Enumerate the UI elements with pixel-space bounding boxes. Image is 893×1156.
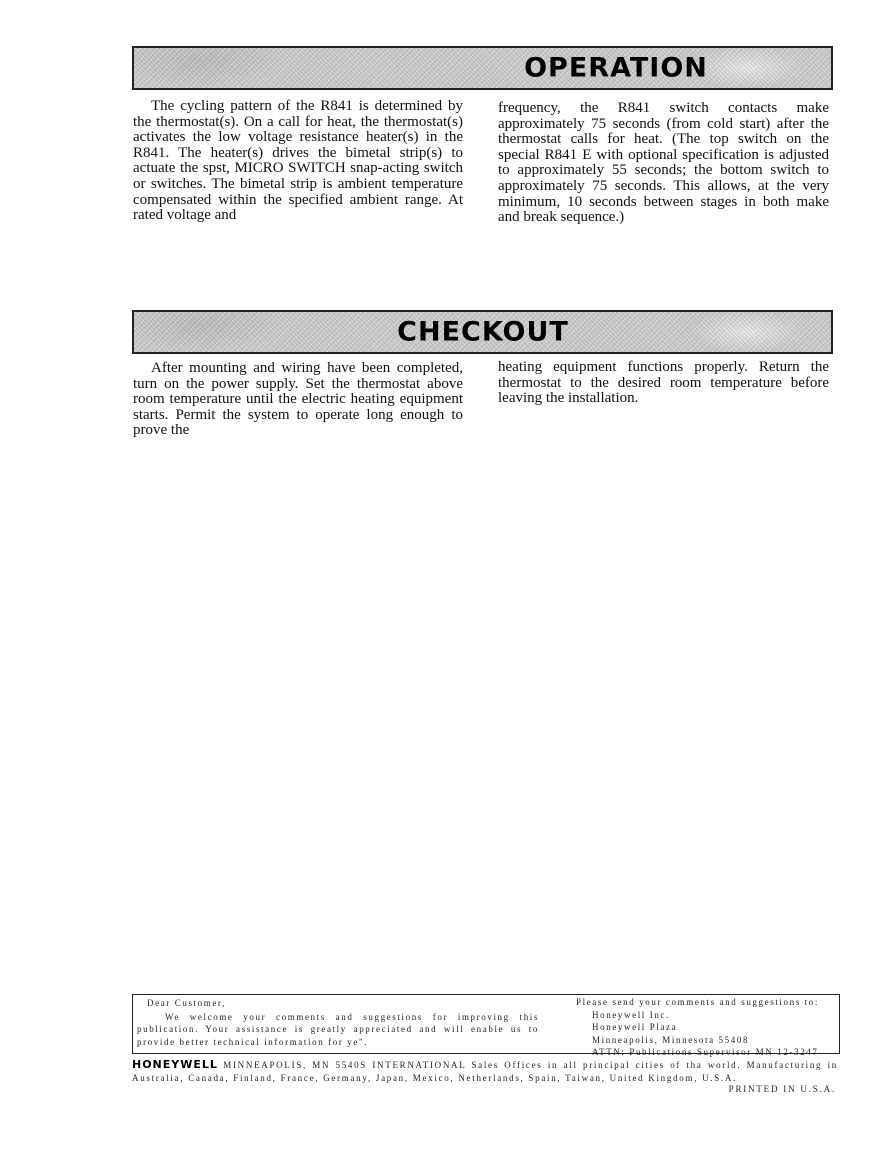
- feedback-address: [576, 996, 838, 1059]
- operation-column-left: [133, 99, 463, 224]
- international-offices: [132, 1059, 838, 1084]
- honeywell-brand: HONEYWELL: [132, 1058, 218, 1071]
- feedback-address-line-2: Minneapolis, Minnesota 55408: [592, 1034, 750, 1045]
- feedback-message: [137, 997, 539, 1048]
- feedback-attn: ATTN: Publications Supervisor MN 12-3247: [592, 1047, 819, 1058]
- checkout-paragraph-2: heating equipment functions properly. Return the thermostat to the desired room temperature before leaving the installation.: [498, 359, 829, 407]
- operation-column-right: [498, 101, 829, 226]
- operation-heading: OPERATION: [524, 52, 708, 84]
- international-text: MINNEAPOLIS, MN 5540S INTERNATIONAL Sales Offices in all principal cities of tha world. Manufacturing in Australia, Canada, Finland, France, Germany, Japan, Mexico, Netherlands, Spain, Taiwan, United Kingdom, U.S.A.: [132, 1060, 838, 1083]
- feedback-greeting: Dear Customer,: [147, 998, 227, 1008]
- printed-in-usa: PRINTED IN U.S.A.: [728, 1084, 836, 1094]
- feedback-body: We welcome your comments and suggestions for improving this publication. Your assistance is greatly appreciated and will enable us to provide better technical information for ye".: [137, 1011, 539, 1047]
- feedback-company: Honeywell Inc.: [592, 1009, 670, 1020]
- operation-paragraph-2: frequency, the R841 switch contacts make approximately 75 seconds (from cold start) after the thermostat calls for heat. (The top switch on the special R841 E with optional specification is adjusted to approximately 55 seconds; the bottom switch to approximately 75 seconds. This allows, at the very minimum, 10 seconds between stages in both make and break sequence.): [498, 100, 829, 226]
- checkout-paragraph-1: After mounting and wiring have been completed, turn on the power supply. Set the thermostat above room temperature until the electric heating equipment starts. Permit the system to operate long enough to prove the: [133, 360, 463, 439]
- checkout-banner: [132, 310, 833, 354]
- checkout-heading: CHECKOUT: [397, 316, 569, 348]
- operation-banner: [132, 46, 833, 90]
- feedback-box: [132, 994, 840, 1058]
- feedback-address-line-1: Honeywell Plaza: [592, 1022, 678, 1033]
- feedback-send-to: Please send your comments and suggestions to:: [576, 997, 819, 1007]
- checkout-column-left: [133, 361, 463, 439]
- operation-paragraph-1: The cycling pattern of the R841 is determined by the thermostat(s). On a call for heat, the thermostat(s) activates the low voltage resistance heater(s) in the R841. The heater(s) drives the bimetal strip(s) to actuate the spst, MICRO SWITCH snap-acting switch or switches. The bimetal strip is ambient temperature compensated within the specified ambient range. At rated voltage and: [133, 98, 463, 224]
- checkout-column-right: [498, 360, 829, 407]
